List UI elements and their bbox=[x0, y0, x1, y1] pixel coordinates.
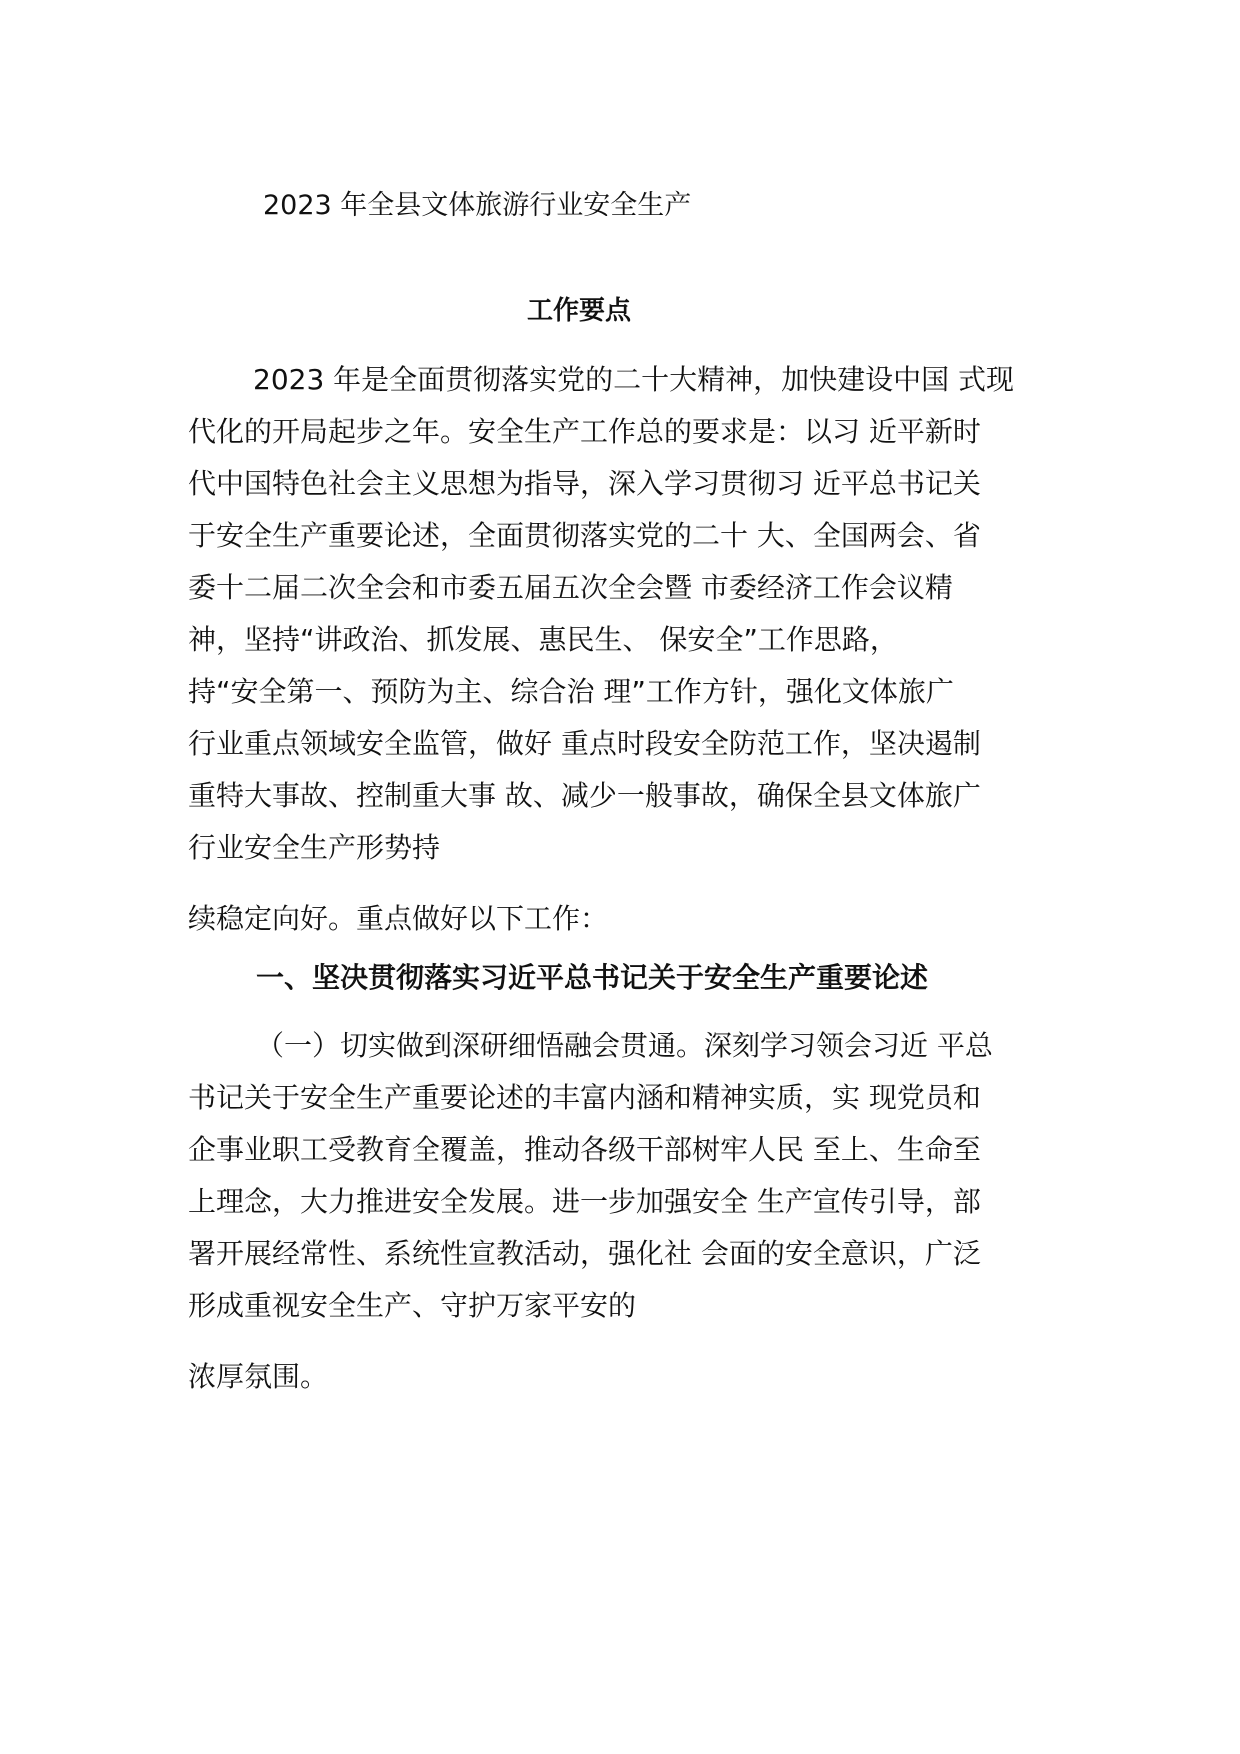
paragraph-2-line-7: 浓厚氛围。 bbox=[188, 1360, 329, 1393]
section-heading-1: 一、坚决贯彻落实习近平总书记关于安全生产重要论述 bbox=[256, 961, 929, 994]
paragraph-1-line-8: 行业重点领域安全监管，做好 重点时段安全防范工作，坚决遏制 bbox=[188, 727, 981, 760]
paragraph-2-line-2: 书记关于安全生产重要论述的丰富内涵和精神实质，实 现党员和 bbox=[188, 1081, 981, 1114]
paragraph-1-line-1: 2023 年是全面贯彻落实党的二十大精神，加快建设中国 式现 bbox=[253, 363, 1015, 396]
document-title-line-2: 工作要点 bbox=[527, 296, 632, 326]
paragraph-2-line-5: 署开展经常性、系统性宣教活动，强化社 会面的安全意识，广泛 bbox=[188, 1237, 981, 1270]
paragraph-2-line-1: （一）切实做到深研细悟融会贯通。深刻学习领会习近 平总 bbox=[256, 1029, 993, 1062]
paragraph-1-line-7: 持“安全第一、预防为主、综合治 理”工作方针，强化文体旅广 bbox=[188, 675, 954, 708]
paragraph-2-line-6: 形成重视安全生产、守护万家平安的 bbox=[188, 1289, 637, 1322]
paragraph-1-line-2: 代化的开局起步之年。安全生产工作总的要求是：以习 近平新时 bbox=[188, 415, 981, 448]
paragraph-1-line-10: 行业安全生产形势持 bbox=[188, 831, 441, 864]
paragraph-2-line-4: 上理念，大力推进安全发展。进一步加强安全 生产宣传引导，部 bbox=[188, 1185, 981, 1218]
paragraph-1-line-5: 委十二届二次全会和市委五届五次全会暨 市委经济工作会议精 bbox=[188, 571, 953, 604]
paragraph-1-line-4: 于安全生产重要论述，全面贯彻落实党的二十 大、全国两会、省 bbox=[188, 519, 981, 552]
paragraph-1-line-9: 重特大事故、控制重大事 故、减少一般事故，确保全县文体旅广 bbox=[188, 779, 981, 812]
paragraph-1-line-11: 续稳定向好。重点做好以下工作： bbox=[188, 902, 609, 935]
paragraph-1-line-3: 代中国特色社会主义思想为指导，深入学习贯彻习 近平总书记关 bbox=[188, 467, 981, 500]
paragraph-2-line-3: 企事业职工受教育全覆盖，推动各级干部树牢人民 至上、生命至 bbox=[188, 1133, 981, 1166]
document-title-line-1: 2023 年全县文体旅游行业安全生产 bbox=[263, 190, 692, 221]
paragraph-1-line-6: 神，坚持“讲政治、抓发展、惠民生、 保安全”工作思路， bbox=[188, 623, 898, 656]
